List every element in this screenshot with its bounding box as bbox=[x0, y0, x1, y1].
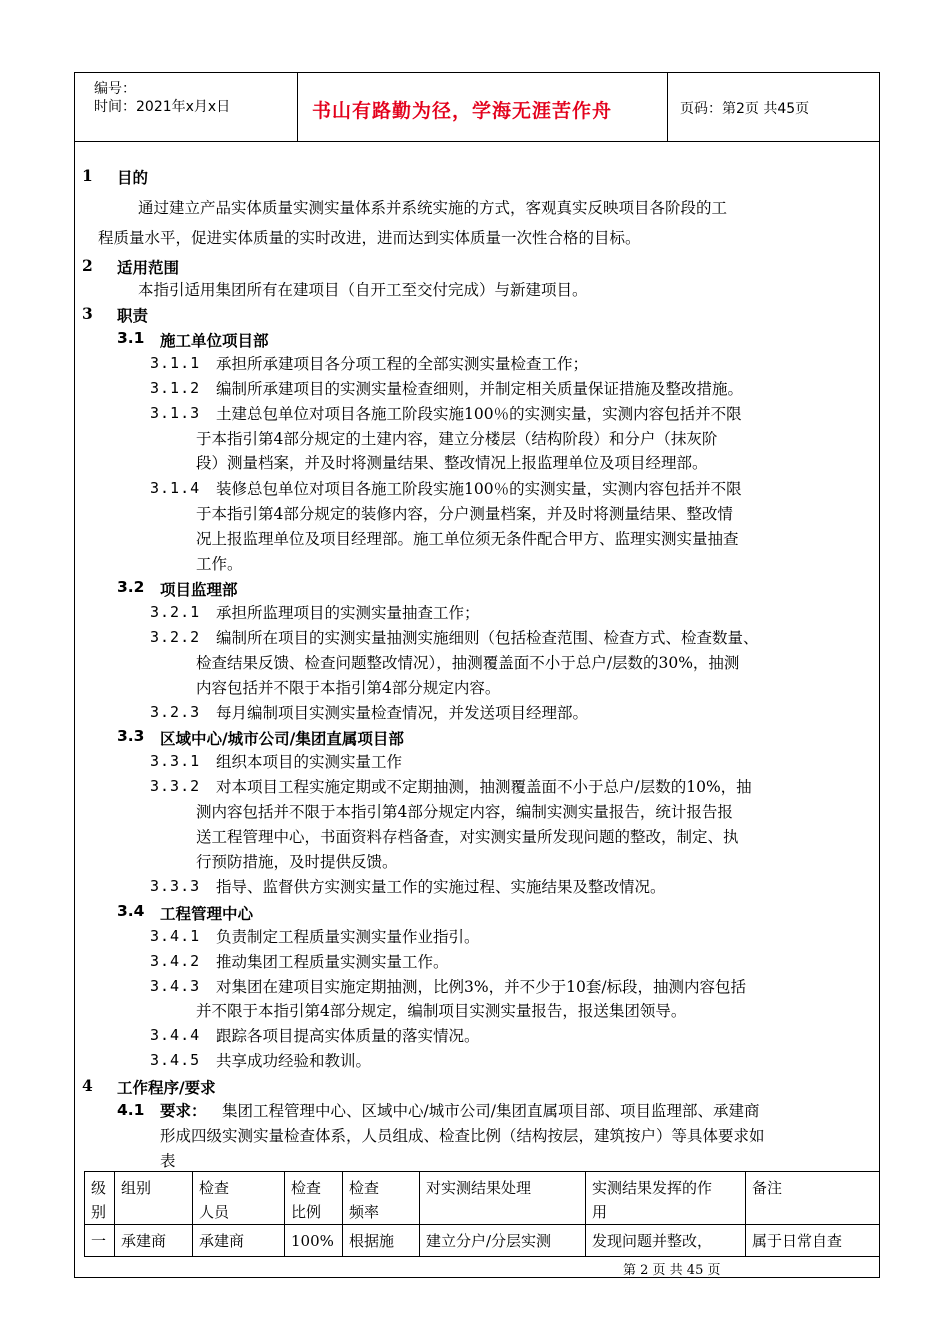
table-row bbox=[85, 1225, 880, 1257]
document-header bbox=[74, 72, 880, 142]
page-code: 页码：第2页 共45页 bbox=[680, 101, 810, 117]
item-3-1-3-number: 3.1.3 bbox=[150, 404, 201, 422]
table-header-cell: 组别 bbox=[115, 1172, 193, 1225]
subsection-3-4-number: 3.4 bbox=[117, 902, 145, 920]
section-1-number: 1 bbox=[82, 166, 93, 185]
item-3-4-2-number: 3.4.2 bbox=[150, 952, 201, 970]
subsection-3-3-number: 3.3 bbox=[117, 727, 145, 745]
item-3-4-2-text: 推动集团工程质量实测实量工作。 bbox=[216, 953, 449, 971]
table-header-cell: 检查 比例 bbox=[285, 1172, 343, 1225]
item-3-4-3-line-1: 对集团在建项目实施定期抽测，比例3%，并不少于10套/标段，抽测内容包括 bbox=[216, 978, 747, 996]
item-3-3-1-number: 3.3.1 bbox=[150, 752, 201, 770]
table-header-cell: 级 别 bbox=[85, 1172, 115, 1225]
item-3-3-2-line-3: 送工程管理中心，书面资料存档备查，对实测实量所发现问题的整改，制定、执 bbox=[196, 828, 739, 846]
table-cell: 根据施 bbox=[343, 1225, 420, 1257]
header-page-cell bbox=[668, 72, 880, 141]
item-3-1-1-number: 3.1.1 bbox=[150, 354, 201, 372]
item-3-1-4-line-2: 于本指引第4部分规定的装修内容，分户测量档案，并及时将测量结果、整改情 bbox=[196, 505, 733, 523]
section-2-number: 2 bbox=[82, 256, 93, 275]
item-3-1-4-line-1: 装修总包单位对项目各施工阶段实施100％的实测实量，实测内容包括并不限 bbox=[216, 480, 742, 498]
table-cell: 属于日常自查 bbox=[746, 1225, 880, 1257]
page-footer: 第 2 页 共 45 页 bbox=[623, 1263, 721, 1278]
section-4-number: 4 bbox=[82, 1076, 93, 1095]
subsection-3-2-number: 3.2 bbox=[117, 578, 145, 596]
item-3-4-5-text: 共享成功经验和教训。 bbox=[216, 1052, 372, 1070]
item-3-4-1-number: 3.4.1 bbox=[150, 927, 201, 945]
item-3-4-3-number: 3.4.3 bbox=[150, 977, 201, 995]
subsection-3-1-title: 施工单位项目部 bbox=[160, 331, 269, 350]
subsection-4-1-line-1: 集团工程管理中心、区域中心/城市公司/集团直属项目部、项目监理部、承建商 bbox=[222, 1102, 760, 1120]
section-4-title: 工作程序/要求 bbox=[117, 1078, 216, 1097]
item-3-1-3-line-3: 段）测量档案，并及时将测量结果、整改情况上报监理单位及项目经理部。 bbox=[196, 454, 708, 472]
item-3-1-2-number: 3.1.2 bbox=[150, 379, 201, 397]
subsection-4-1-line-2: 形成四级实测实量检查体系，人员组成、检查比例（结构按层，建筑按户）等具体要求如 bbox=[160, 1127, 765, 1145]
item-3-4-3-line-2: 并不限于本指引第4部分规定，编制项目实测实量报告，报送集团领导。 bbox=[196, 1002, 687, 1020]
table-cell: 建立分户/分层实测 bbox=[420, 1225, 586, 1257]
item-3-3-2-number: 3.3.2 bbox=[150, 777, 201, 795]
item-3-2-2-number: 3.2.2 bbox=[150, 628, 201, 646]
table-cell: 发现问题并整改， bbox=[586, 1225, 746, 1257]
item-3-2-2-line-1: 编制所在项目的实测实量抽测实施细则（包括检查范围、检查方式、检查数量、 bbox=[216, 629, 759, 647]
section-2-text: 本指引适用集团所有在建项目（自开工至交付完成）与新建项目。 bbox=[138, 281, 588, 299]
table-header-cell: 检查 频率 bbox=[343, 1172, 420, 1225]
table-cell: 承建商 bbox=[193, 1225, 285, 1257]
item-3-3-2-line-1: 对本项目工程实施定期或不定期抽测，抽测覆盖面不小于总户/层数的10%，抽 bbox=[216, 778, 752, 796]
header-info-cell bbox=[74, 72, 298, 141]
table-header-cell: 对实测结果处理 bbox=[420, 1172, 586, 1225]
item-3-2-2-line-3: 内容包括并不限于本指引第4部分规定内容。 bbox=[196, 679, 501, 697]
section-1-text-line-2: 程质量水平，促进实体质量的实时改进，进而达到实体质量一次性合格的目标。 bbox=[98, 229, 641, 247]
item-3-1-3-line-1: 土建总包单位对项目各施工阶段实施100％的实测实量，实测内容包括并不限 bbox=[216, 405, 742, 423]
item-3-2-2-line-2: 检查结果反馈、检查问题整改情况），抽测覆盖面不小于总户/层数的30%，抽测 bbox=[196, 654, 740, 672]
item-3-2-1-text: 承担所监理项目的实测实量抽查工作； bbox=[216, 604, 480, 622]
header-motto-cell bbox=[298, 72, 668, 141]
item-3-1-4-line-4: 工作。 bbox=[196, 555, 243, 573]
subsection-3-2-title: 项目监理部 bbox=[160, 580, 238, 599]
item-3-3-3-text: 指导、监督供方实测实量工作的实施过程、实施结果及整改情况。 bbox=[216, 878, 666, 896]
section-3-number: 3 bbox=[82, 304, 93, 323]
section-1-text-line-1: 通过建立产品实体质量实测实量体系并系统实施的方式，客观真实反映项目各阶段的工 bbox=[138, 199, 728, 217]
header-motto: 书山有路勤为径，学海无涯苦作舟 bbox=[312, 100, 613, 122]
section-2-title: 适用范围 bbox=[117, 258, 180, 277]
table-header-cell: 实测结果发挥的作 用 bbox=[586, 1172, 746, 1225]
subsection-3-3-title: 区域中心/城市公司/集团直属项目部 bbox=[160, 729, 404, 748]
subsection-4-1-line-3: 表 bbox=[160, 1152, 176, 1170]
table-header-cell: 检查 人员 bbox=[193, 1172, 285, 1225]
document-number-label: 编号： bbox=[94, 81, 136, 97]
subsection-3-4-title: 工程管理中心 bbox=[160, 904, 254, 923]
item-3-4-4-number: 3.4.4 bbox=[150, 1026, 201, 1044]
item-3-2-3-text: 每月编制项目实测实量检查情况，并发送项目经理部。 bbox=[216, 704, 589, 722]
section-3-title: 职责 bbox=[117, 306, 149, 325]
item-3-3-2-line-4: 行预防措施，及时提供反馈。 bbox=[196, 853, 398, 871]
item-3-2-1-number: 3.2.1 bbox=[150, 603, 201, 621]
item-3-1-3-line-2: 于本指引第4部分规定的土建内容，建立分楼层（结构阶段）和分户（抹灰阶 bbox=[196, 430, 718, 448]
subsection-3-1-number: 3.1 bbox=[117, 329, 145, 347]
table-cell: 承建商 bbox=[115, 1225, 193, 1257]
subsection-4-1-number: 4.1 bbox=[117, 1101, 145, 1119]
item-3-3-1-text: 组织本项目的实测实量工作 bbox=[216, 753, 403, 771]
subsection-4-1-lead: 要求： bbox=[160, 1101, 207, 1120]
item-3-4-1-text: 负责制定工程质量实测实量作业指引。 bbox=[216, 928, 480, 946]
item-3-1-2-text: 编制所承建项目的实测实量检查细则，并制定相关质量保证措施及整改措施。 bbox=[216, 380, 744, 398]
item-3-3-2-line-2: 测内容包括并不限于本指引第4部分规定内容，编制实测实量报告，统计报告报 bbox=[196, 803, 733, 821]
item-3-4-5-number: 3.4.5 bbox=[150, 1051, 201, 1069]
item-3-1-4-line-3: 况上报监理单位及项目经理部。施工单位须无条件配合甲方、监理实测实量抽查 bbox=[196, 530, 739, 548]
item-3-1-1-text: 承担所承建项目各分项工程的全部实测实量检查工作； bbox=[216, 355, 589, 373]
section-1-title: 目的 bbox=[117, 168, 149, 187]
document-date: 时间：2021年x月x日 bbox=[94, 99, 231, 115]
item-3-4-4-text: 跟踪各项目提高实体质量的落实情况。 bbox=[216, 1027, 480, 1045]
inspection-system-table bbox=[84, 1171, 880, 1257]
table-header-row bbox=[85, 1172, 880, 1225]
table-header-cell: 备注 bbox=[746, 1172, 880, 1225]
item-3-3-3-number: 3.3.3 bbox=[150, 877, 201, 895]
table-cell: 一 bbox=[85, 1225, 115, 1257]
item-3-1-4-number: 3.1.4 bbox=[150, 479, 201, 497]
item-3-2-3-number: 3.2.3 bbox=[150, 703, 201, 721]
table-cell: 100% bbox=[285, 1225, 343, 1257]
